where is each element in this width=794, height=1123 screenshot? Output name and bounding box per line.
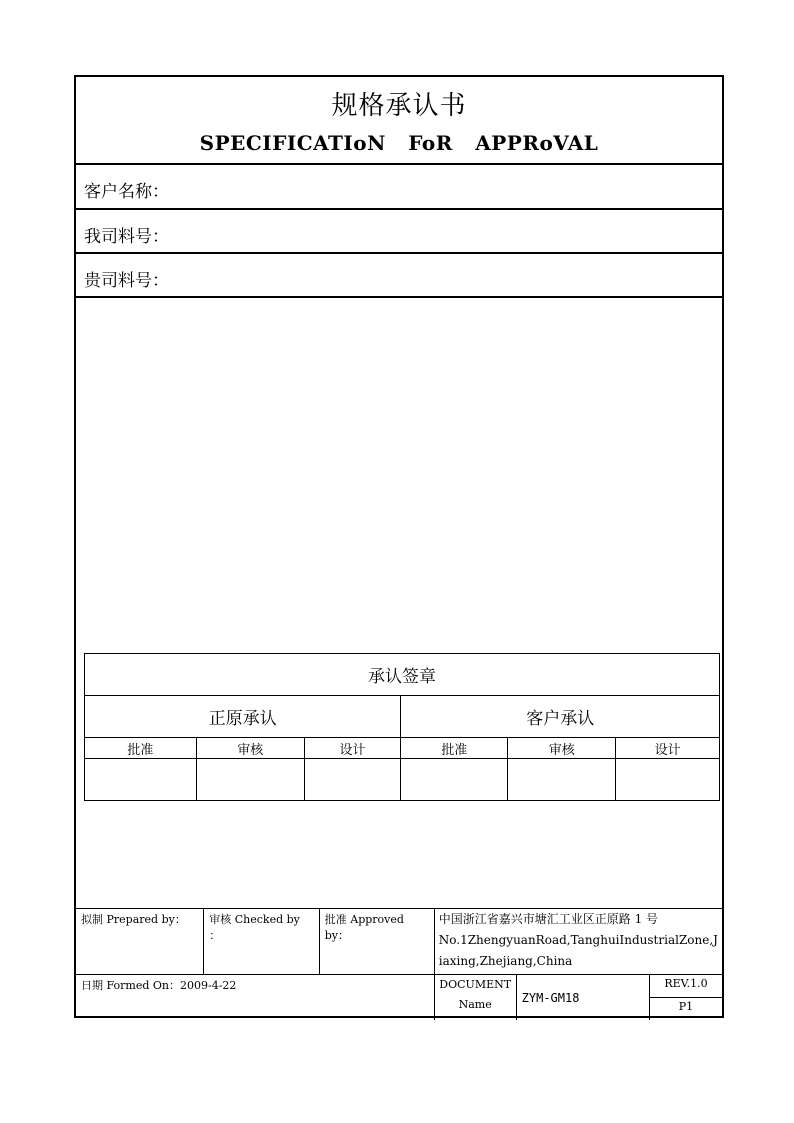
address-line: 中国浙江省嘉兴市塘汇工业区正原路 1 号 <box>438 912 659 926</box>
approval-title: 承认签章 <box>85 654 720 696</box>
page-number: P1 <box>649 998 722 1021</box>
signature-cell[interactable] <box>616 759 720 801</box>
revision-label: REV.1.0 <box>649 975 722 998</box>
document-name-label <box>434 975 516 1021</box>
document-label-line: Name <box>458 998 492 1011</box>
document-number: ZYM-GM18 <box>516 975 649 1021</box>
divider <box>76 208 722 210</box>
title-english: SPECIFICATIoN FoR APPRoVAL <box>199 131 599 155</box>
your-part-number-field: 贵司料号： <box>84 271 169 291</box>
customer-name-field: 客户名称： <box>84 182 169 202</box>
document-footer <box>76 908 722 1020</box>
column-design: 设计 <box>304 738 401 759</box>
title-chinese: 规格承认书 <box>331 91 467 121</box>
signature-cell[interactable] <box>196 759 304 801</box>
column-approve: 批准 <box>85 738 197 759</box>
column-review: 审核 <box>508 738 616 759</box>
checked-by-field[interactable]: 审核 Checked by ： <box>204 909 320 975</box>
signature-cell[interactable] <box>401 759 508 801</box>
column-review: 审核 <box>196 738 304 759</box>
supplier-approval-header: 正原承认 <box>85 696 401 738</box>
spec-approval-form <box>74 75 724 1018</box>
document-label-line: DOCUMENT <box>439 978 512 991</box>
company-address <box>434 909 722 975</box>
formed-on-date: 日期 Formed On：2009-4-22 <box>76 975 434 1021</box>
divider <box>76 296 722 298</box>
divider <box>76 163 722 165</box>
signature-cell[interactable] <box>508 759 616 801</box>
column-design: 设计 <box>616 738 720 759</box>
approved-by-field[interactable]: 批准 Approved by： <box>319 909 434 975</box>
address-line: iaxing,Zhejiang,China <box>438 954 573 968</box>
signature-cell[interactable] <box>304 759 401 801</box>
address-line: No.1ZhengyuanRoad,TanghuiIndustrialZone,J <box>438 933 718 947</box>
our-part-number-field: 我司料号： <box>84 227 169 247</box>
column-approve: 批准 <box>401 738 508 759</box>
prepared-by-field[interactable]: 拟制 Prepared by： <box>76 909 204 975</box>
signature-cell[interactable] <box>85 759 197 801</box>
approval-signature-table <box>84 653 720 801</box>
divider <box>76 252 722 254</box>
customer-approval-header: 客户承认 <box>401 696 720 738</box>
